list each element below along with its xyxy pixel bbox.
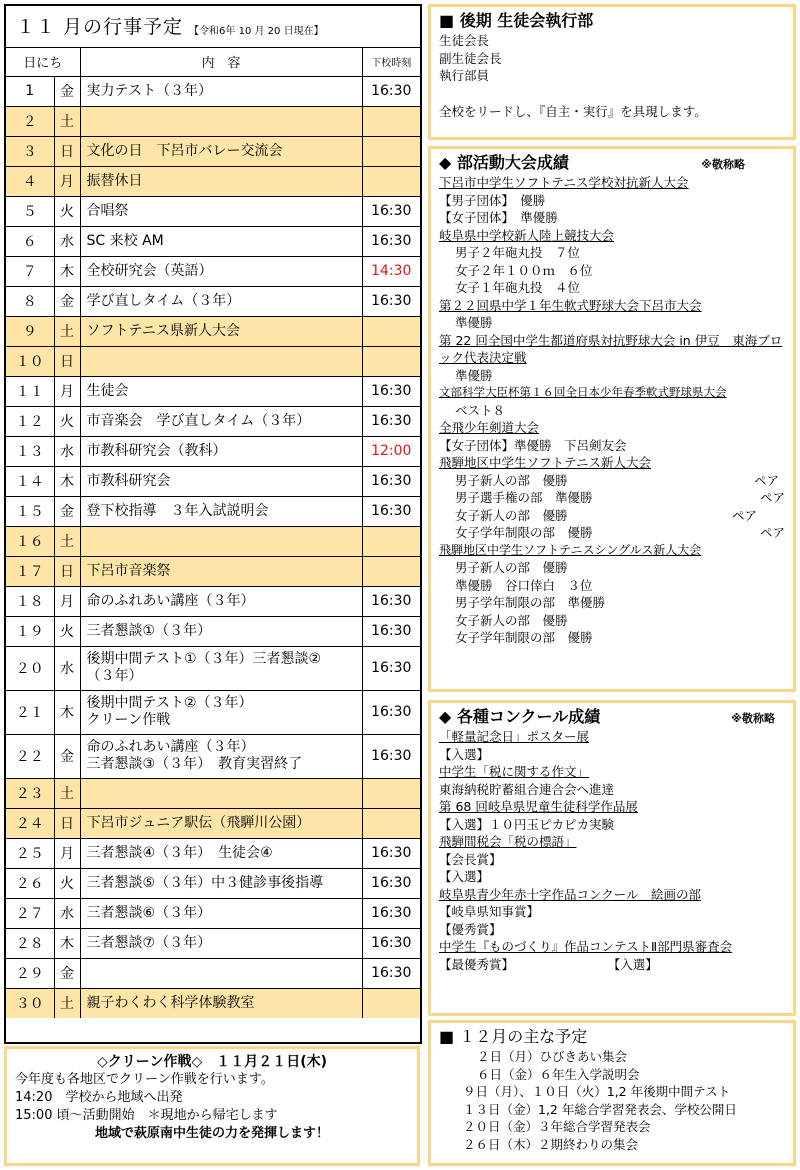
cell-day: １７	[6, 556, 54, 586]
cell-weekday: 土	[54, 106, 80, 136]
result-title: 飛騨地区中学生ソフトテニス新人大会	[439, 455, 652, 470]
result-item: 【男子団体】 優勝	[439, 192, 546, 208]
cell-day: ９	[6, 316, 54, 346]
cell-weekday: 金	[54, 76, 80, 106]
club-results-box	[428, 146, 796, 692]
result-item	[439, 472, 785, 490]
cell-day: ２	[6, 106, 54, 136]
result-item: 準優勝	[455, 315, 493, 330]
clean-line: 今年度も各地区でクリーン作戦を行います。	[15, 1072, 274, 1087]
cell-event: 下呂市ジュニア駅伝（飛騨川公園）	[80, 808, 362, 838]
cell-weekday: 木	[54, 256, 80, 286]
cell-time: 16:30	[362, 406, 420, 436]
cell-event: 三者懇談①（３年）	[80, 616, 362, 646]
cell-day: ２１	[6, 690, 54, 734]
result-item: 女子新人の部 優勝	[455, 612, 568, 628]
cell-day: ２６	[6, 868, 54, 898]
cell-event: SC 来校 AM	[80, 226, 362, 256]
cell-time: 16:30	[362, 734, 420, 778]
event-line: クリーン作戦	[86, 712, 171, 728]
pair-label: ペア	[759, 525, 785, 540]
cell-day: １０	[6, 346, 54, 376]
result-text: 男子新人の部 優勝	[455, 472, 568, 488]
cell-time	[362, 166, 420, 196]
result-title: 中学生『ものづくり』作品コンテストⅡ部門県審査会	[439, 939, 733, 954]
cell-weekday: 水	[54, 646, 80, 690]
cell-time: 16:30	[362, 466, 420, 496]
cell-event: 三者懇談④（３年） 生徒会④	[80, 838, 362, 868]
clean-campaign-box	[4, 1046, 420, 1166]
cell-event: 振替休日	[80, 166, 362, 196]
table-row	[6, 808, 420, 838]
result-item: ベスト８	[455, 402, 506, 418]
calendar-subtitle: 【令和6年 10 月 20 日現在】	[189, 26, 324, 37]
cell-day: １４	[6, 466, 54, 496]
cell-day: １２	[6, 406, 54, 436]
result-title: 第２２回県中学１年生軟式野球大会下呂市大会	[439, 297, 702, 313]
cell-time: 16:30	[362, 646, 420, 690]
student-council-box	[428, 4, 796, 140]
cell-event: 命のふれあい講座（３年）	[80, 586, 362, 616]
cell-weekday: 木	[54, 466, 80, 496]
cell-weekday: 木	[54, 928, 80, 958]
pair-label: ペア	[731, 507, 757, 523]
cell-event: 市教科研究会	[80, 466, 362, 496]
event-line: 命のふれあい講座（３年）	[86, 739, 255, 755]
cell-event: 下呂市音楽祭	[80, 556, 362, 586]
result-title: 飛騨間税会「税の標語」	[439, 834, 577, 849]
cell-time: 16:30	[362, 958, 420, 988]
result-text: 【最優秀賞】	[439, 956, 515, 972]
cell-event: 親子わくわく科学体験教室	[80, 988, 362, 1018]
club-heading	[439, 152, 785, 174]
result-item: 男子学年制限の部 準優勝	[455, 595, 606, 610]
table-row	[6, 256, 420, 286]
exec-role: 生徒会長	[439, 33, 490, 48]
table-row	[6, 376, 420, 406]
result-item: 【入選】１０円玉ピカピカ実験	[439, 816, 615, 832]
result-item: 女子学年制限の部 優勝	[455, 630, 593, 645]
table-row	[6, 778, 420, 808]
table-row	[6, 526, 420, 556]
result-item: 男子２年砲丸投 ７位	[455, 245, 581, 260]
cell-time: 16:30	[362, 226, 420, 256]
cell-event: 市教科研究会（教科）	[80, 436, 362, 466]
result-item: 【入選】	[439, 869, 490, 884]
cell-weekday: 金	[54, 734, 80, 778]
table-row	[6, 196, 420, 226]
cell-time	[362, 988, 420, 1018]
cell-event: ソフトテニス県新人大会	[80, 316, 362, 346]
dec-item: ２０日（金）３年総合学習発表会	[463, 1119, 651, 1134]
cell-event: 三者懇談⑤（３年）中３健診事後指導	[80, 868, 362, 898]
cell-time	[362, 778, 420, 808]
table-row	[6, 898, 420, 928]
result-text: 【入選】	[614, 956, 658, 972]
cell-time: 16:30	[362, 376, 420, 406]
result-text: 男子選手権の部 準優勝	[455, 490, 593, 505]
cell-weekday: 水	[54, 226, 80, 256]
cell-weekday: 月	[54, 586, 80, 616]
cell-event: 生徒会	[80, 376, 362, 406]
table-row	[6, 166, 420, 196]
cell-weekday: 火	[54, 406, 80, 436]
table-row	[6, 286, 420, 316]
cell-weekday: 水	[54, 436, 80, 466]
header-day: 日にち	[6, 48, 80, 76]
cell-event	[80, 690, 362, 734]
header-content: 内 容	[80, 48, 362, 76]
november-calendar	[4, 4, 422, 1044]
cell-weekday: 火	[54, 616, 80, 646]
cell-event	[80, 106, 362, 136]
result-item	[439, 489, 785, 507]
cell-day: １９	[6, 616, 54, 646]
cell-day: ３０	[6, 988, 54, 1018]
result-title: 文部科学大臣杯第１６回全日本少年春季軟式野球県大会	[439, 385, 727, 399]
table-row	[6, 586, 420, 616]
cell-day: １１	[6, 376, 54, 406]
table-row	[6, 838, 420, 868]
result-item: 【会長賞】	[439, 851, 502, 867]
result-item	[439, 956, 785, 974]
result-item: 準優勝 谷口倖白 ３位	[455, 577, 593, 593]
cell-day: ２９	[6, 958, 54, 988]
result-title: 「軽量記念日」ポスター展	[439, 729, 590, 744]
cell-time: 16:30	[362, 690, 420, 734]
cell-day: １８	[6, 586, 54, 616]
cell-weekday: 金	[54, 286, 80, 316]
club-heading-text: ◆ 部活動大会成績	[439, 153, 569, 172]
result-title: 第 68 回岐阜県児童生徒科学作品展	[439, 799, 638, 814]
cell-day: ２８	[6, 928, 54, 958]
table-row	[6, 616, 420, 646]
result-item: 東海納税貯蓄組合連合会へ進達	[439, 781, 615, 797]
exec-motto: 全校をリードし、『自主・実行』を具現します。	[439, 103, 707, 119]
conc-note: ※敬称略	[731, 712, 775, 725]
table-row	[6, 406, 420, 436]
exec-heading: ■ 後期 生徒会執行部	[439, 11, 594, 30]
cell-weekday: 金	[54, 958, 80, 988]
cell-event: 合唱祭	[80, 196, 362, 226]
table-row	[6, 496, 420, 526]
result-item: 準優勝	[455, 367, 493, 383]
result-title: 飛騨地区中学生ソフトテニスシングルス新人大会	[439, 542, 702, 557]
cell-event: 実力テスト（３年）	[80, 76, 362, 106]
result-title: 岐阜県青少年赤十字作品コンクール 絵画の部	[439, 886, 702, 902]
cell-weekday: 日	[54, 346, 80, 376]
cell-time: 16:30	[362, 586, 420, 616]
result-text: 女子学年制限の部 優勝	[455, 525, 593, 540]
event-line: 後期中間テスト①（３年）三者懇談②	[86, 651, 322, 667]
cell-event: 登下校指導 ３年入試説明会	[80, 496, 362, 526]
table-row	[6, 466, 420, 496]
result-title: 中学生「税に関する作文」	[439, 764, 590, 779]
cell-weekday: 土	[54, 316, 80, 346]
cell-weekday: 日	[54, 136, 80, 166]
cell-event: 三者懇談⑥（３年）	[80, 898, 362, 928]
contest-results-box	[428, 700, 796, 1016]
cell-weekday: 日	[54, 556, 80, 586]
cell-weekday: 木	[54, 690, 80, 734]
cell-day: ２５	[6, 838, 54, 868]
cell-weekday: 土	[54, 778, 80, 808]
cell-day: ２２	[6, 734, 54, 778]
cell-event: 文化の日 下呂市バレー交流会	[80, 136, 362, 166]
table-row	[6, 106, 420, 136]
conc-heading-text: ◆ 各種コンクール成績	[439, 707, 601, 726]
clean-closing: 地域で萩原南中生徒の力を発揮します！	[94, 1126, 329, 1141]
cell-weekday: 月	[54, 166, 80, 196]
cell-day: ６	[6, 226, 54, 256]
december-schedule-box	[428, 1020, 796, 1166]
table-row	[6, 556, 420, 586]
result-item: 【女子団体】準優勝 下呂剣友会	[439, 437, 627, 453]
exec-role: 執行部員	[439, 68, 490, 83]
club-note: ※敬称略	[701, 158, 745, 171]
result-item	[439, 507, 785, 525]
cell-time: 16:30	[362, 898, 420, 928]
cell-time	[362, 136, 420, 166]
cell-weekday: 火	[54, 868, 80, 898]
event-line: 後期中間テスト②（３年）	[86, 695, 253, 711]
table-row	[6, 988, 420, 1018]
cell-event: 全校研究会（英語）	[80, 256, 362, 286]
clean-line: 14:20 学校から地域へ出発	[15, 1090, 183, 1105]
cell-event	[80, 526, 362, 556]
cell-event: 市音楽会 学び直しタイム（３年）	[80, 406, 362, 436]
cell-event	[80, 346, 362, 376]
result-title: 第 22 回全国中学生都道府県対抗野球大会 in 伊豆 東海ブロック代表決定戦	[439, 332, 783, 365]
dec-item: ２６日（木）２期終わりの集会	[463, 1136, 639, 1152]
cell-time: 16:30	[362, 928, 420, 958]
exec-role: 副生徒会長	[439, 50, 502, 66]
cell-weekday: 月	[54, 376, 80, 406]
dec-item: １３日（金）1,2 年総合学習発表会、学校公開日	[463, 1101, 737, 1117]
cell-time	[362, 556, 420, 586]
cell-event	[80, 958, 362, 988]
table-row	[6, 928, 420, 958]
cell-time	[362, 106, 420, 136]
table-row	[6, 958, 420, 988]
cell-day: ２４	[6, 808, 54, 838]
table-row	[6, 76, 420, 106]
cell-event	[80, 734, 362, 778]
result-item: 【岐阜県知事賞】	[439, 904, 540, 919]
cell-weekday: 水	[54, 898, 80, 928]
pair-label: ペア	[753, 472, 779, 488]
clean-heading: ◇クリーン作戦◇ １１月２１日(木)	[96, 1054, 328, 1070]
cell-time: 14:30	[362, 256, 420, 286]
cell-time	[362, 808, 420, 838]
cell-day: １６	[6, 526, 54, 556]
cell-event: 三者懇談⑦（３年）	[80, 928, 362, 958]
table-row	[6, 868, 420, 898]
table-row	[6, 690, 420, 734]
cell-time: 12:00	[362, 436, 420, 466]
result-item: 【優秀賞】	[439, 921, 502, 937]
calendar-header	[6, 6, 420, 48]
cell-day: ２７	[6, 898, 54, 928]
cell-day: ３	[6, 136, 54, 166]
cell-day: １５	[6, 496, 54, 526]
cell-time: 16:30	[362, 868, 420, 898]
cell-weekday: 日	[54, 808, 80, 838]
calendar-title: １１ 月の行事予定	[16, 16, 184, 38]
dec-heading: ■ １２月の主な予定	[439, 1027, 588, 1046]
cell-event: 学び直しタイム（３年）	[80, 286, 362, 316]
dec-item: ９日（月）、１０日（火）1,2 年後期中間テスト	[463, 1084, 731, 1099]
event-line: 三者懇談③（３年） 教育実習終了	[86, 756, 303, 772]
pair-label: ペア	[759, 490, 785, 505]
table-row	[6, 136, 420, 166]
result-item: 男子新人の部 優勝	[455, 560, 568, 575]
result-text: 女子新人の部 優勝	[455, 507, 568, 523]
event-line: （３年）	[86, 668, 143, 684]
table-row	[6, 734, 420, 778]
table-row	[6, 346, 420, 376]
cell-time: 16:30	[362, 286, 420, 316]
header-time: 下校時刻	[362, 48, 420, 76]
cell-time	[362, 316, 420, 346]
cell-time: 16:30	[362, 76, 420, 106]
result-item: 女子１年砲丸投 ４位	[455, 280, 581, 295]
result-title: 下呂市中学生ソフトテニス学校対抗新人大会	[439, 175, 689, 190]
cell-day: 1	[6, 76, 54, 106]
result-item: 女子２年１００ｍ ６位	[455, 262, 593, 278]
result-item: 【女子団体】 準優勝	[439, 210, 558, 225]
table-header-row	[6, 48, 420, 76]
table-row	[6, 226, 420, 256]
cell-weekday: 土	[54, 526, 80, 556]
cell-time	[362, 346, 420, 376]
cell-day: ８	[6, 286, 54, 316]
cell-day: ５	[6, 196, 54, 226]
cell-time: 16:30	[362, 196, 420, 226]
cell-weekday: 金	[54, 496, 80, 526]
cell-event	[80, 778, 362, 808]
result-title: 岐阜県中学校新人陸上競技大会	[439, 227, 615, 243]
cell-time	[362, 526, 420, 556]
result-title: 全飛少年剣道大会	[439, 420, 540, 435]
calendar-table	[6, 48, 420, 1018]
table-row	[6, 646, 420, 690]
result-item: 【入選】	[439, 746, 490, 762]
conc-heading	[439, 706, 785, 728]
cell-day: ４	[6, 166, 54, 196]
cell-day: ２０	[6, 646, 54, 690]
cell-weekday: 土	[54, 988, 80, 1018]
table-row	[6, 316, 420, 346]
cell-event	[80, 646, 362, 690]
dec-item: ２日（月）ひびきあい集会	[477, 1049, 628, 1064]
clean-line: 15:00 頃～活動開始 ＊現地から帰宅します	[15, 1108, 278, 1123]
cell-weekday: 月	[54, 838, 80, 868]
cell-weekday: 火	[54, 196, 80, 226]
cell-day: ２３	[6, 778, 54, 808]
dec-item: ６日（金）６年生入学説明会	[477, 1066, 640, 1082]
table-row	[6, 436, 420, 466]
cell-day: ７	[6, 256, 54, 286]
cell-time: 16:30	[362, 496, 420, 526]
cell-day: １３	[6, 436, 54, 466]
cell-time: 16:30	[362, 616, 420, 646]
cell-time: 16:30	[362, 838, 420, 868]
result-item	[439, 524, 785, 542]
